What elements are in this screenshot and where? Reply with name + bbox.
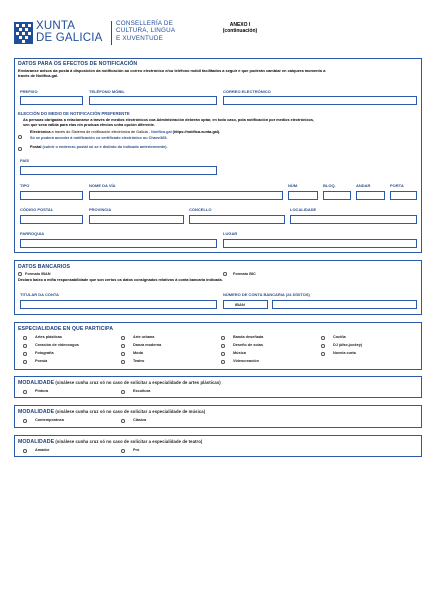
- postal-radio[interactable]: [18, 147, 22, 151]
- painting-radio[interactable]: [23, 390, 27, 394]
- xunta-emblem-icon: [14, 22, 33, 44]
- conselleria-name: [116, 20, 175, 42]
- notification-method-label: ELECCIÓN DO MEDIO DE NOTIFICACIÓN PREFERENTE: [18, 111, 130, 116]
- painting-label: Pintura: [35, 389, 49, 393]
- block-input[interactable]: [323, 191, 351, 200]
- modality-plastic-arts-section: [14, 376, 422, 398]
- specialty-option: Música: [233, 351, 246, 355]
- classical-radio[interactable]: [121, 419, 125, 423]
- contemporary-radio[interactable]: [23, 419, 27, 423]
- electronic-certificate-note: Só se poderá acceder á notificación co certificado electrónico ou Chave365.: [30, 136, 168, 140]
- anexo-heading: [210, 22, 270, 34]
- specialty-option: Poesía: [35, 359, 48, 363]
- logo-text: [36, 20, 103, 44]
- locality-label: LOCALIDADE: [290, 207, 317, 212]
- specialty-radio[interactable]: [121, 344, 125, 348]
- specialty-title: ESPECIALIDADE EN QUE PARTICIPA: [18, 326, 114, 332]
- electronic-option-label: Electrónica: [30, 130, 51, 134]
- door-input[interactable]: [390, 191, 417, 200]
- notification-title: DATOS PARA OS EFECTOS DE NOTIFICACIÓN: [18, 61, 138, 67]
- modality-note: (sinálese cunha cruz só no caso de solicitar a especialidade de música): [54, 409, 206, 414]
- postal-option: [30, 145, 168, 150]
- specialty-option: Arte urbana: [133, 335, 155, 339]
- postal-option-desc: (cubrir o enderezo postal só se é distinto do indicado anteriormente).: [41, 145, 168, 149]
- specialty-option: Teatro: [133, 359, 145, 363]
- specialty-option: Creación de videoxogos: [35, 343, 79, 347]
- notification-intro-1: Enviaranse avisos da posta á disposición da notificación ao correo electrónico e/ou teléfono móbil facilitados a seguir e que poderán cambiar en calquera momento a: [18, 68, 326, 73]
- account-number-label: NÚMERO DE CONTA BANCARIA (24 DÍXITOS): [223, 292, 310, 297]
- specialty-radio[interactable]: [121, 360, 125, 364]
- email-label: CORREO ELECTRÓNICO: [223, 89, 271, 94]
- specialty-option: Deseño de xoias: [233, 343, 263, 347]
- specialty-option: Danza moderna: [133, 343, 162, 347]
- notifica-url: (https://notifica.xunta.gal).: [171, 130, 221, 134]
- number-input[interactable]: [288, 191, 318, 200]
- bank-section: [14, 260, 422, 315]
- postal-option-label: Postal: [30, 145, 42, 149]
- iban-option-label: Formato IBAN: [25, 272, 51, 276]
- street-type-input[interactable]: [20, 191, 83, 200]
- street-name-label: NOME DA VÍA: [89, 183, 116, 188]
- block-label: BLOQ.: [323, 183, 336, 188]
- specialty-option: Moda: [133, 351, 143, 355]
- modality-note: (sinálese cunha cruz só no caso de solicitar a especialidade de artes plásticas): [54, 380, 221, 385]
- iban-prefix-label: IBAN: [235, 302, 245, 307]
- modality-theatre-title: [18, 439, 202, 445]
- specialty-radio[interactable]: [23, 336, 27, 340]
- specialty-radio[interactable]: [121, 336, 125, 340]
- floor-label: ANDAR: [356, 183, 371, 188]
- sculpture-label: Escultura: [133, 389, 151, 393]
- place-input[interactable]: [223, 239, 417, 248]
- specialty-option: Fotografía: [35, 351, 54, 355]
- phone-label: TELÉFONO MÓBIL: [89, 89, 125, 94]
- province-input[interactable]: [89, 215, 184, 224]
- notification-intro-2: través de Notifica.gal.: [18, 73, 59, 78]
- bic-radio[interactable]: [223, 272, 227, 276]
- modality-note: (sinálese cunha cruz só no caso de solicitar a especialidade de teatro): [54, 439, 203, 444]
- specialty-radio[interactable]: [23, 352, 27, 356]
- xunta-logo: [14, 20, 184, 50]
- specialty-radio[interactable]: [23, 360, 27, 364]
- modality-theatre-section: [14, 435, 422, 457]
- street-name-input[interactable]: [89, 191, 283, 200]
- specialty-option: Novela curta: [333, 351, 356, 355]
- postal-code-input[interactable]: [20, 215, 83, 224]
- postal-code-label: CÓDIGO POSTAL: [20, 207, 54, 212]
- conselleria-line-1: CONSELLERÍA DE: [116, 20, 174, 27]
- logo-divider: [111, 21, 112, 45]
- number-label: NÚM.: [288, 183, 299, 188]
- bic-option-label: Formato BIC: [233, 272, 256, 276]
- specialty-radio[interactable]: [321, 336, 325, 340]
- street-type-label: TIPO: [20, 183, 30, 188]
- notification-section: [14, 58, 422, 253]
- amateur-label: Amador: [35, 448, 50, 452]
- locality-input[interactable]: [290, 215, 417, 224]
- dj-label: DJ: [333, 343, 339, 347]
- door-label: PORTA: [390, 183, 404, 188]
- modality-label: MODALIDADE: [18, 380, 55, 386]
- account-number-input[interactable]: [272, 300, 417, 309]
- amateur-radio[interactable]: [23, 449, 27, 453]
- iban-radio[interactable]: [18, 272, 22, 276]
- account-holder-label: TITULAR DA CONTA: [20, 292, 59, 297]
- electronic-option: [30, 130, 220, 135]
- anexo-subtitle: (continuación): [222, 28, 258, 34]
- specialty-radio[interactable]: [321, 352, 325, 356]
- phone-input[interactable]: [89, 96, 217, 105]
- obligated-text-2: sen que sexa válida para elas nin produza efectos unha opción diferente.: [23, 123, 155, 127]
- electronic-radio[interactable]: [18, 135, 22, 139]
- specialty-option: Videocreación: [233, 359, 259, 363]
- prefix-label: PREFIXO: [20, 89, 38, 94]
- pro-radio[interactable]: [121, 449, 125, 453]
- province-label: PROVINCIA: [89, 207, 112, 212]
- contemporary-label: Contemporánea: [35, 418, 64, 422]
- specialty-option: Banda deseñada: [233, 335, 264, 339]
- logo-line-2: DE GALICIA: [36, 32, 103, 44]
- specialty-radio[interactable]: [121, 352, 125, 356]
- parish-input[interactable]: [20, 239, 217, 248]
- conselleria-line-3: E XUVENTUDE: [116, 34, 163, 42]
- specialty-radio[interactable]: [221, 360, 225, 364]
- municipality-label: CONCELLO: [189, 207, 212, 212]
- iban-prefix-box[interactable]: [223, 300, 268, 309]
- anexo-title: ANEXO I: [229, 22, 251, 28]
- email-input[interactable]: [223, 96, 417, 105]
- prefix-input[interactable]: [20, 96, 83, 105]
- specialty-option: Cociña: [333, 335, 346, 339]
- modality-plastic-arts-title: [18, 380, 221, 386]
- place-label: LUGAR: [223, 231, 238, 236]
- bank-declaration: Declaro baixo a miña responsabilidade que son certos os datos consignados relativos á conta bancaria indicada.: [18, 278, 223, 282]
- pro-label: Pro: [133, 448, 140, 452]
- country-input[interactable]: [20, 166, 217, 175]
- logo-line-1: XUNTA: [36, 20, 76, 32]
- floor-input[interactable]: [356, 191, 385, 200]
- modality-music-section: [14, 405, 422, 428]
- sculpture-radio[interactable]: [121, 390, 125, 394]
- bank-title: DATOS BANCARIOS: [18, 264, 71, 270]
- notifica-link[interactable]: Notifica.gal: [151, 130, 172, 134]
- modality-label: MODALIDADE: [18, 409, 55, 415]
- modality-label: MODALIDADE: [18, 439, 55, 445]
- specialty-radio[interactable]: [321, 344, 325, 348]
- country-label: PAÍS: [20, 158, 30, 163]
- specialty-option-dj: [333, 343, 362, 347]
- specialty-radio[interactable]: [221, 344, 225, 348]
- modality-music-title: [18, 409, 205, 415]
- account-holder-input[interactable]: [20, 300, 217, 309]
- parish-label: PARROQUIA: [20, 231, 45, 236]
- specialty-radio[interactable]: [23, 344, 27, 348]
- specialty-option: Artes plásticas: [35, 335, 63, 339]
- municipality-input[interactable]: [189, 215, 285, 224]
- conselleria-line-2: CULTURA, LINGUA: [116, 27, 176, 35]
- classical-label: Clásica: [133, 418, 147, 422]
- obligated-text-1: As persoas obrigadas a relacionarse a través de medios electrónicos coa Administración deberán optar, en todo caso, pola notificación por medios electrónicos,: [23, 118, 315, 122]
- specialty-radio[interactable]: [221, 336, 225, 340]
- dj-note: (disc-jockey): [338, 343, 363, 347]
- specialty-section: [14, 322, 422, 370]
- specialty-radio[interactable]: [221, 352, 225, 356]
- electronic-option-desc: a través do Sistema de notificación electrónica de Galicia -: [50, 130, 152, 134]
